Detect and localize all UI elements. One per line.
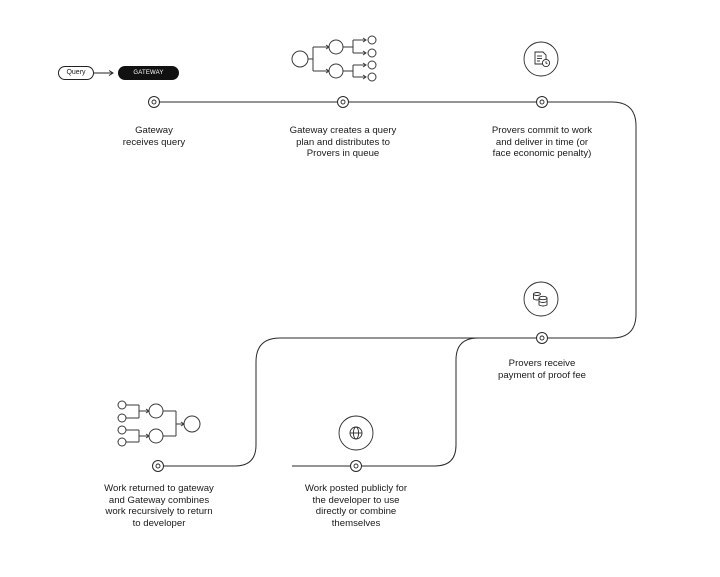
gateway-tag: GATEWAY — [118, 66, 179, 80]
coin-stack-icon — [524, 282, 558, 316]
query-tag: Query — [58, 66, 94, 80]
step-label-2: Gateway creates a query plan and distributes to Provers in queue — [289, 125, 397, 159]
combine-tree-icon — [118, 401, 200, 446]
step-node-6 — [153, 461, 164, 472]
step-label-4: Provers receive payment of proof fee — [498, 358, 586, 381]
step-node-1 — [149, 97, 160, 108]
step-node-5 — [351, 461, 362, 472]
step-node-3 — [537, 97, 548, 108]
query-arrow-icon — [93, 71, 113, 76]
step-label-5: Work posted publicly for the developer to use directly or combine themselves — [304, 483, 408, 529]
document-clock-icon — [524, 42, 558, 76]
distribution-tree-icon — [292, 36, 376, 81]
step-node-4 — [537, 333, 548, 344]
step-label-3: Provers commit to work and deliver in time (or face economic penalty) — [491, 125, 593, 159]
step-node-2 — [338, 97, 349, 108]
globe-icon — [339, 416, 373, 450]
step-label-6: Work returned to gateway and Gateway combines work recursively to return to developer — [104, 483, 214, 529]
step-label-1: Gateway receives query — [122, 125, 186, 148]
